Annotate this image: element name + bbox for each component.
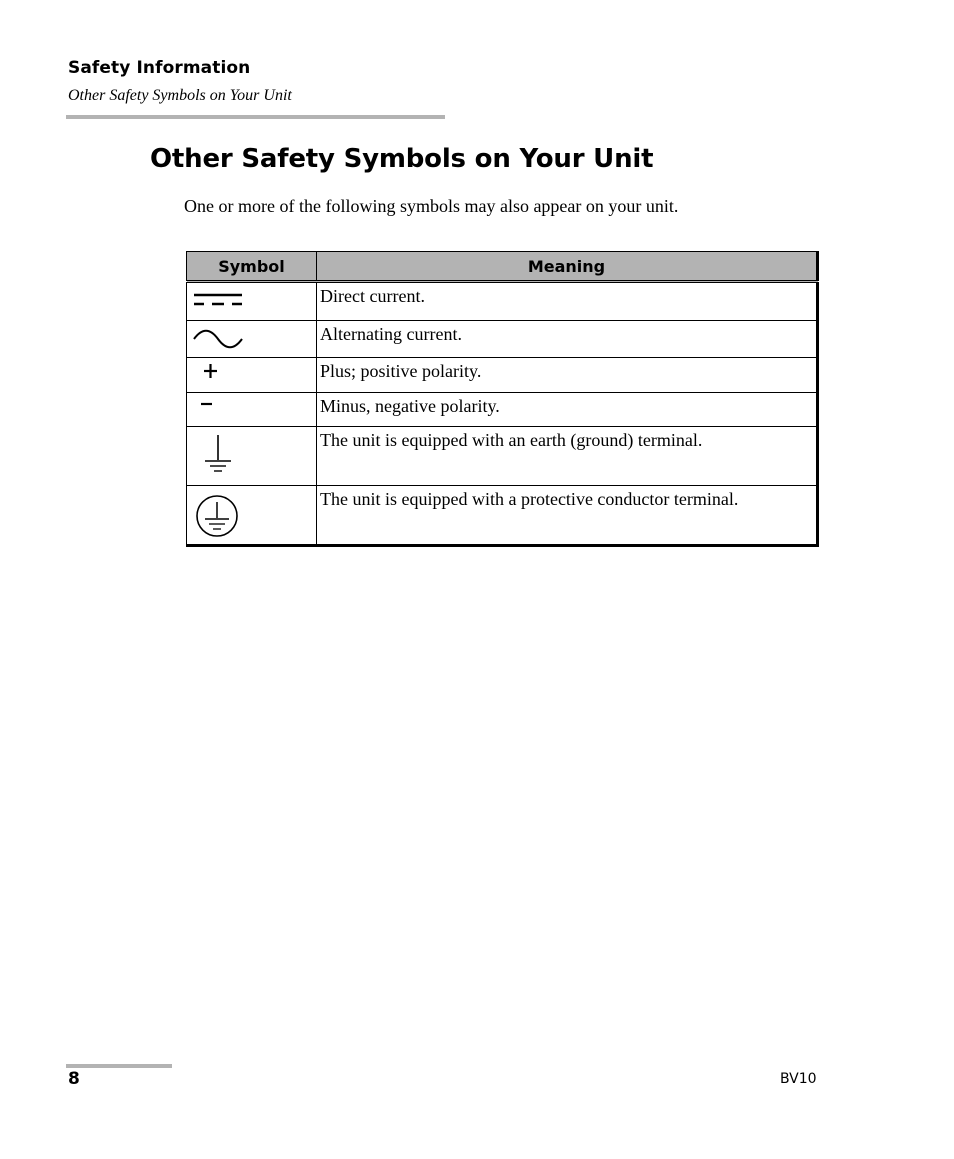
meaning-cell: Direct current. [317,282,818,321]
column-header-meaning: Meaning [317,252,818,282]
meaning-cell: Plus; positive polarity. [317,358,818,393]
product-code: BV10 [780,1071,817,1087]
table-row [187,358,818,393]
intro-paragraph: One or more of the following symbols may also appear on your unit. [184,196,679,216]
meaning-cell: Alternating current. [317,321,818,358]
running-header-subsection: Other Safety Symbols on Your Unit [68,87,292,104]
direct-current-icon [193,289,253,319]
symbol-cell [187,282,317,321]
page-title: Other Safety Symbols on Your Unit [150,144,654,174]
symbols-table [186,251,819,547]
running-header-section: Safety Information [68,58,251,78]
table-row [187,427,818,486]
symbol-cell [187,486,317,546]
meaning-cell: Minus, negative polarity. [317,393,818,427]
column-header-symbol: Symbol [187,252,317,282]
meaning-cell: The unit is equipped with an earth (ground) terminal. [317,427,818,486]
meaning-cell: The unit is equipped with a protective conductor terminal. [317,486,818,546]
header-rule [66,115,445,119]
earth-ground-icon [202,433,242,481]
minus-icon [199,397,219,411]
table-row [187,282,818,321]
table-header-row [187,252,818,282]
symbol-cell [187,321,317,358]
symbol-cell [187,427,317,486]
table-row [187,393,818,427]
table-row [187,321,818,358]
table-row [187,486,818,546]
symbol-cell [187,358,317,393]
alternating-current-icon [192,325,252,355]
protective-conductor-icon [195,492,241,540]
symbol-cell [187,393,317,427]
plus-icon [202,362,222,382]
footer-rule [66,1064,172,1068]
page-number: 8 [68,1069,80,1089]
